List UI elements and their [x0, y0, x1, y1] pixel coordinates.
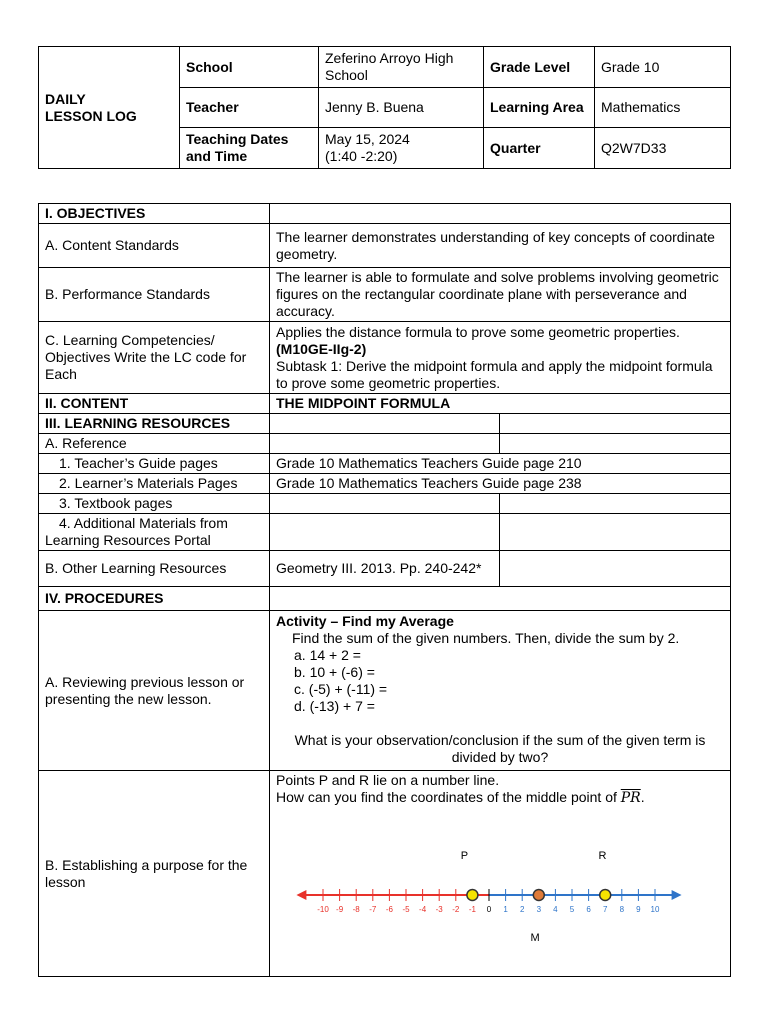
content-heading: II. CONTENT [39, 394, 270, 414]
purpose-line2-text: How can you find the coordinates of the middle point of [276, 789, 617, 805]
tick-5-label: 5 [569, 905, 575, 914]
content-standards-label: A. Content Standards [39, 224, 270, 268]
tick-neg1-label: -1 [468, 905, 476, 914]
additional-blank-1 [270, 514, 500, 551]
reference-blank-1 [270, 434, 500, 454]
grade-value: Grade 10 [595, 47, 731, 88]
tick-neg3-label: -3 [435, 905, 443, 914]
other-resources-label: B. Other Learning Resources [39, 551, 270, 587]
tick-6-label: 6 [586, 905, 591, 914]
dates-value-line1: May 15, 2024 [325, 131, 410, 147]
lm-value: Grade 10 Mathematics Teachers Guide page 238 [270, 474, 731, 494]
tg-label: 1. Teacher’s Guide pages [39, 454, 270, 474]
objectives-heading-blank [270, 204, 731, 224]
tick-neg8-label: -8 [352, 905, 360, 914]
tick-neg2-label: -2 [452, 905, 460, 914]
area-value: Mathematics [595, 88, 731, 128]
content-standards-value: The learner demonstrates understanding of key concepts of coordinate geometry. [270, 224, 731, 268]
competency-line1: Applies the distance formula to prove some geometric properties. [276, 323, 680, 340]
tick-neg7-label: -7 [369, 905, 377, 914]
lesson-table [38, 203, 731, 977]
segment-end: . [640, 789, 645, 805]
additional-label-text: 4. Additional Materials from Learning Resources Portal [45, 515, 228, 548]
tick-3-label: 3 [536, 905, 542, 914]
competency-code: (M10GE-IIg-2) [276, 340, 367, 357]
resources-blank-1 [270, 414, 500, 434]
purpose-content [270, 771, 731, 977]
point-m-marker [533, 890, 544, 901]
teacher-label: Teacher [180, 88, 319, 128]
tick-neg5-label: -5 [402, 905, 410, 914]
dates-label: Teaching Dates and Time [180, 128, 319, 169]
review-activity [270, 611, 731, 771]
reference-blank-2 [500, 434, 731, 454]
tick-9-label: 9 [636, 905, 641, 914]
additional-label [39, 514, 270, 551]
reference-label: A. Reference [39, 434, 270, 454]
tick-1-label: 1 [503, 905, 508, 914]
grade-label: Grade Level [484, 47, 595, 88]
procedures-heading: IV. PROCEDURES [39, 587, 270, 611]
quarter-value: Q2W7D33 [595, 128, 731, 169]
spacer [276, 715, 724, 732]
tick-neg9-label: -9 [336, 905, 344, 914]
purpose-line1: Points P and R lie on a number line. [276, 772, 500, 788]
resources-blank-2 [500, 414, 731, 434]
activity-item-d: d. (-13) + 7 = [294, 698, 375, 714]
dates-value-line2: (1:40 -2:20) [325, 148, 398, 164]
tick-10-label: 10 [650, 905, 660, 914]
procedures-heading-blank [270, 587, 731, 611]
point-m-label: M [530, 932, 540, 944]
school-label: School [180, 47, 319, 88]
lm-label: 2. Learner’s Materials Pages [39, 474, 270, 494]
competency-subtask: Subtask 1: Derive the midpoint formula and apply the midpoint formula to prove some geometric properties. [276, 357, 713, 391]
textbook-label: 3. Textbook pages [39, 494, 270, 514]
point-p-label: P [460, 850, 469, 862]
activity-instruction: Find the sum of the given numbers. Then, divide the sum by 2. [292, 630, 680, 646]
tick-zero-label: 0 [486, 905, 492, 914]
tick-neg10-label: -10 [317, 905, 329, 914]
tick-4-label: 4 [553, 905, 558, 914]
point-r-marker [600, 890, 611, 901]
point-r-label: R [598, 850, 607, 862]
segment-pr: $\overline{PR}$ [620, 790, 641, 806]
purpose-label: B. Establishing a purpose for the lesson [39, 771, 270, 977]
activity-question: What is your observation/conclusion if the sum of the given term is divided by two? [294, 732, 706, 765]
resources-heading: III. LEARNING RESOURCES [39, 414, 270, 434]
quarter-label: Quarter [484, 128, 595, 169]
textbook-blank-2 [500, 494, 731, 514]
textbook-blank-1 [270, 494, 500, 514]
tick-8-label: 8 [619, 905, 625, 914]
left-arrow-icon [296, 890, 306, 900]
activity-title: Activity – Find my Average [276, 613, 454, 629]
additional-blank-2 [500, 514, 731, 551]
school-value: Zeferino Arroyo High School [319, 47, 484, 88]
activity-item-a: a. 14 + 2 = [294, 647, 361, 663]
teacher-value: Jenny B. Buena [319, 88, 484, 128]
performance-standards-value: The learner is able to formulate and solve problems involving geometric figures on the rectangular coordinate plane with perseverance and accuracy. [270, 268, 731, 322]
tick-neg6-label: -6 [385, 905, 393, 914]
point-p-marker [467, 890, 478, 901]
tick-neg4-label: -4 [419, 905, 427, 914]
performance-standards-label: B. Performance Standards [39, 268, 270, 322]
area-label: Learning Area [484, 88, 595, 128]
competencies-label: C. Learning Competencies/ Objectives Write the LC code for Each [39, 322, 270, 394]
competencies-value [270, 322, 731, 394]
right-arrow-icon [672, 890, 682, 900]
objectives-heading: I. OBJECTIVES [39, 204, 270, 224]
activity-item-b: b. 10 + (-6) = [294, 664, 375, 680]
tick-2-label: 2 [519, 905, 525, 914]
other-resources-value: Geometry III. 2013. Pp. 240-242* [270, 551, 500, 587]
tg-value: Grade 10 Mathematics Teachers Guide page 210 [270, 454, 731, 474]
tick-7-label: 7 [602, 905, 608, 914]
content-value: THE MIDPOINT FORMULA [270, 394, 731, 414]
header-table [38, 46, 731, 169]
purpose-line2 [276, 789, 724, 807]
other-resources-blank [500, 551, 731, 587]
dates-value [319, 128, 484, 169]
review-label: A. Reviewing previous lesson or presenting the new lesson. [39, 611, 270, 771]
number-line-diagram [276, 825, 716, 965]
doc-title-text: DAILY LESSON LOG [45, 90, 137, 124]
doc-title [39, 47, 180, 169]
activity-item-c: c. (-5) + (-11) = [294, 681, 388, 697]
